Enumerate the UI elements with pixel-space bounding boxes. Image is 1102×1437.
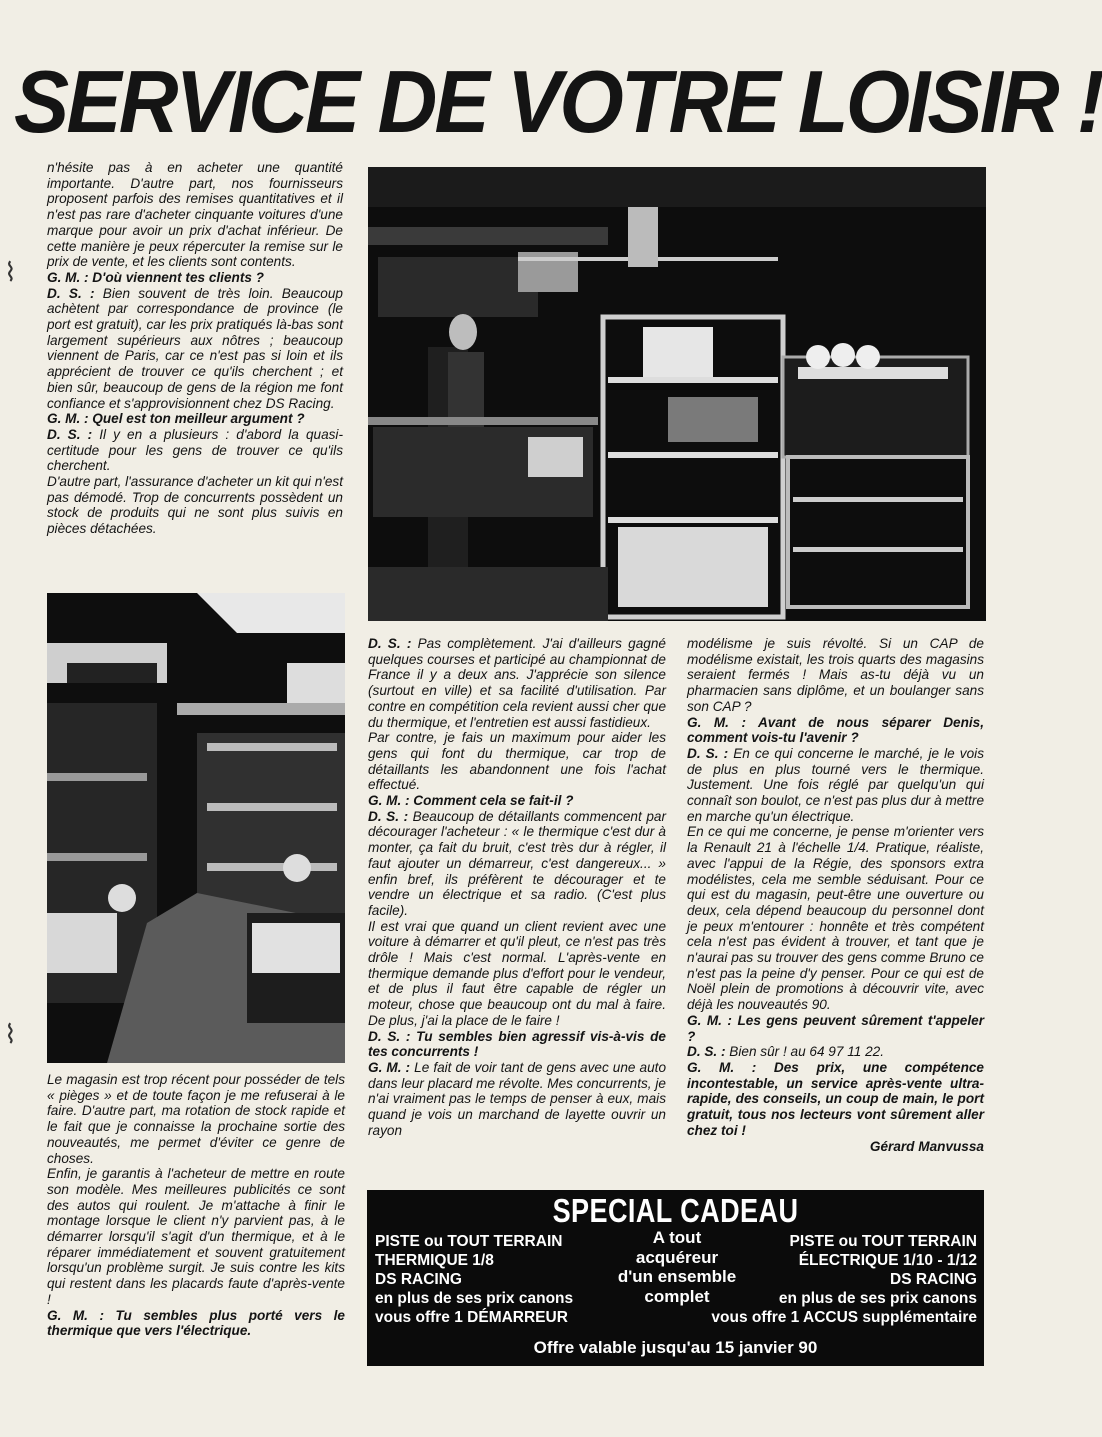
promo-line: THERMIQUE 1/8 — [375, 1252, 494, 1269]
speaker-label: D. S. : — [47, 426, 93, 442]
paragraph: Enfin, je garantis à l'acheteur de mettre en route son modèle. Mes meilleures publicités ce sont des autos qui roulent. Je m'attache à finir le montage lorsque le client n'y parvient pas, à le démarrer lorsqu'il s'agit d'un thermique, et à le réparer immédiatement et souvent gratuitement lorsqu'un problème surgit. Je suis contre les kits qui restent dans les placards faute d'après-vente ! — [47, 1166, 345, 1307]
answer-text: En ce qui concerne le marché, je le vois de plus en plus tourné vers le thermique. Justement. Une fois réglé par quelqu'un qui connaît son boulot, ce n'est pas plus dur à mettre en marche qu'un électrique. — [687, 745, 984, 824]
paragraph: Le magasin est trop récent pour posséder de tels « pièges » et de toute façon je me refuserai à le faire. D'autre part, ma rotation de stock rapide et le fait que je connaisse la prochaine sortie des nouveautés, me permet d'éviter ce genre de choses. — [47, 1072, 345, 1166]
promo-line: A tout — [652, 1228, 702, 1247]
speaker-label: G. M. : — [368, 1059, 411, 1075]
speaker-label: D. S. : — [687, 745, 729, 761]
promo-line: ÉLECTRIQUE 1/10 - 1/12 — [798, 1252, 977, 1269]
paragraph: D'autre part, l'assurance d'acheter un kit qui n'est pas démodé. Trop de concurrents possèdent un stock de produits qui ne sont plus suivis en pièces détachées. — [47, 474, 344, 537]
question: D. S. : Tu sembles bien agressif vis-à-vis de tes concurrents ! — [368, 1028, 666, 1060]
question: G. M. : Comment cela se fait-il ? — [368, 793, 574, 809]
answer-text: Beaucoup de détaillants commencent par décourager l'acheteur : « le thermique c'est dur à monter, ça fait du bruit, c'est très dur à régler, il faut ajouter un démarreur, c'est dangereux... » enfin bref, ils préfèrent te décourager et te vendre un électrique et sa radio. (C'est plus facile). — [368, 808, 666, 918]
answer-text: Il y en a plusieurs : d'abord la quasi-certitude pour les gens de trouver ce qu'ils cherchent. — [47, 426, 343, 474]
promo-line: acquéreur — [635, 1247, 719, 1267]
promo-line: complet — [644, 1286, 710, 1306]
promo-line: d'un ensemble — [617, 1267, 737, 1286]
question: G. M. : D'où viennent tes clients ? — [47, 269, 264, 285]
answer — [368, 809, 666, 919]
promo-line: en plus de ses prix canons — [375, 1290, 574, 1307]
article-column-4 — [47, 1072, 345, 1362]
author-signature: Gérard Manvussa — [869, 1138, 984, 1154]
promo-title: SPECIAL CADEAU — [552, 1192, 799, 1229]
promo-line: vous offre 1 DÉMARREUR — [375, 1309, 568, 1326]
promo-line: DS RACING — [890, 1271, 977, 1288]
speaker-label: D. S. : — [368, 636, 412, 651]
page-headline: SERVICE DE VOTRE LOISIR ! — [14, 52, 1102, 151]
paragraph: modélisme je suis révolté. Si un CAP de modélisme existait, les trois quarts des magasins seraient fermés ! Mais as-tu déjà vu un pharmacien sans diplôme, et un boulanger sans son CAP ? — [687, 636, 984, 714]
promo-line: DS RACING — [375, 1271, 462, 1288]
paragraph: En ce qui me concerne, je pense m'orienter vers la Renault 21 à l'échelle 1/4. Pratique, réaliste, avec l'appui de la Régie, des sponsors extra modélistes, cela me semble séduisant. Pour ce qui est du magasin, peut-être une ouverture ou deux, cela dépend beaucoup du personnel dont je peux m'entourer : honnête et très compétent cela n'est pas évident à trouver, et tant que je n'aurai pas su trouver des gens comme Bruno ce n'est pas la peine d'y penser. Pour ce qui est de Noël plein de promotions à découvrir vite, avec déjà les nouveautés 90. — [687, 824, 984, 1013]
answer-text: Bien souvent de très loin. Beaucoup achètent par correspondance de province (le port est gratuit), car les prix pratiqués là-bas sont largement supérieurs aux nôtres ; beaucoup viennent de Paris, car ce n'est pas si loin et ils apprécient de trouver ce qu'ils cherchent ; et bien sûr, beaucoup de gens de la région me font confiance et s'approvisionnent chez DS Racing. — [47, 285, 343, 411]
question: G. M. : Quel est ton meilleur argument ? — [47, 411, 305, 427]
promo-line: PISTE ou TOUT TERRAIN — [789, 1233, 977, 1250]
speaker-label: D. S. : — [368, 808, 409, 824]
answer — [368, 636, 666, 730]
binding-hole-icon: ⌇ — [4, 258, 17, 288]
question: G. M. : Les gens peuvent sûrement t'appeler ? — [687, 1012, 984, 1044]
article-column-3 — [687, 636, 984, 1171]
article-column-1 — [47, 160, 343, 580]
answer-text: Pas complètement. J'ai d'ailleurs gagné quelques courses et participé au championnat de France il y a deux ans. J'apprécie son silence (surtout en ville) et sa facilité d'utilisation. Par contre en compétition cela revient aussi cher que du thermique, et l'entretien est aussi fastidieux. — [368, 636, 666, 730]
article-column-2 — [368, 636, 666, 1138]
question: G. M. : Tu sembles plus porté vers le thermique que vers l'électrique. — [47, 1307, 345, 1339]
paragraph: n'hésite pas à en acheter une quantité importante. D'autre part, nos fournisseurs proposent parfois des remises quantitatives et il n'est pas rare d'acheter cinquante voitures d'une marque pour avoir un prix d'achat inférieur. De cette manière je peux répercuter la remise sur le prix de vente, et les clients sont contents. — [47, 160, 343, 270]
paragraph: Il est vrai que quand un client revient avec une voiture à démarrer et qu'il pleut, ce n'est pas très drôle ! Mais c'est normal. L'après-vente en thermique demande plus d'effort pour le vendeur, et de plus il faut être capable de régler un moteur, chose que beaucoup ont du mal à faire. De plus, j'ai la place de le faire ! — [368, 918, 666, 1028]
paragraph: Par contre, je fais un maximum pour aider les gens qui font du thermique, car trop de détaillants les abandonnent une fois l'achat effectué. — [368, 730, 666, 793]
binding-hole-icon: ⌇ — [4, 1020, 17, 1050]
special-gift-box — [367, 1190, 984, 1366]
promo-line: en plus de ses prix canons — [778, 1290, 977, 1307]
promo-line: PISTE ou TOUT TERRAIN — [375, 1233, 563, 1250]
speaker-label: D. S. : — [687, 1044, 726, 1060]
answer — [687, 1044, 984, 1060]
question: G. M. : Des prix, une compétence incontestable, un service après-vente ultra-rapide, des conseils, un coup de main, le port gratuit, tous nos lecteurs vont sûrement aller chez toi ! — [687, 1059, 984, 1138]
speaker-label: D. S. : — [47, 285, 95, 301]
shop-counter-photo — [47, 593, 345, 1063]
answer — [47, 286, 343, 412]
answer — [687, 746, 984, 825]
shop-interior-photo — [368, 167, 986, 621]
answer — [368, 1060, 666, 1139]
question: G. M. : Avant de nous séparer Denis, comment vois-tu l'avenir ? — [687, 714, 984, 746]
answer — [47, 427, 343, 474]
promo-validity: Offre valable jusqu'au 15 janvier 90 — [533, 1338, 818, 1357]
promo-offer-electrique — [707, 1232, 977, 1327]
answer-text: Le fait de voir tant de gens avec une auto dans leur placard me révolte. Mes concurrents, je n'ai vraiment pas le temps de penser à eux, mais quand je vois un marchand de layette ouvrir un rayon — [368, 1059, 666, 1138]
promo-offer-thermique — [375, 1232, 585, 1327]
answer-text: Bien sûr ! au 64 97 11 22. — [725, 1044, 884, 1060]
promo-line: vous offre 1 ACCUS supplémentaire — [711, 1309, 977, 1326]
